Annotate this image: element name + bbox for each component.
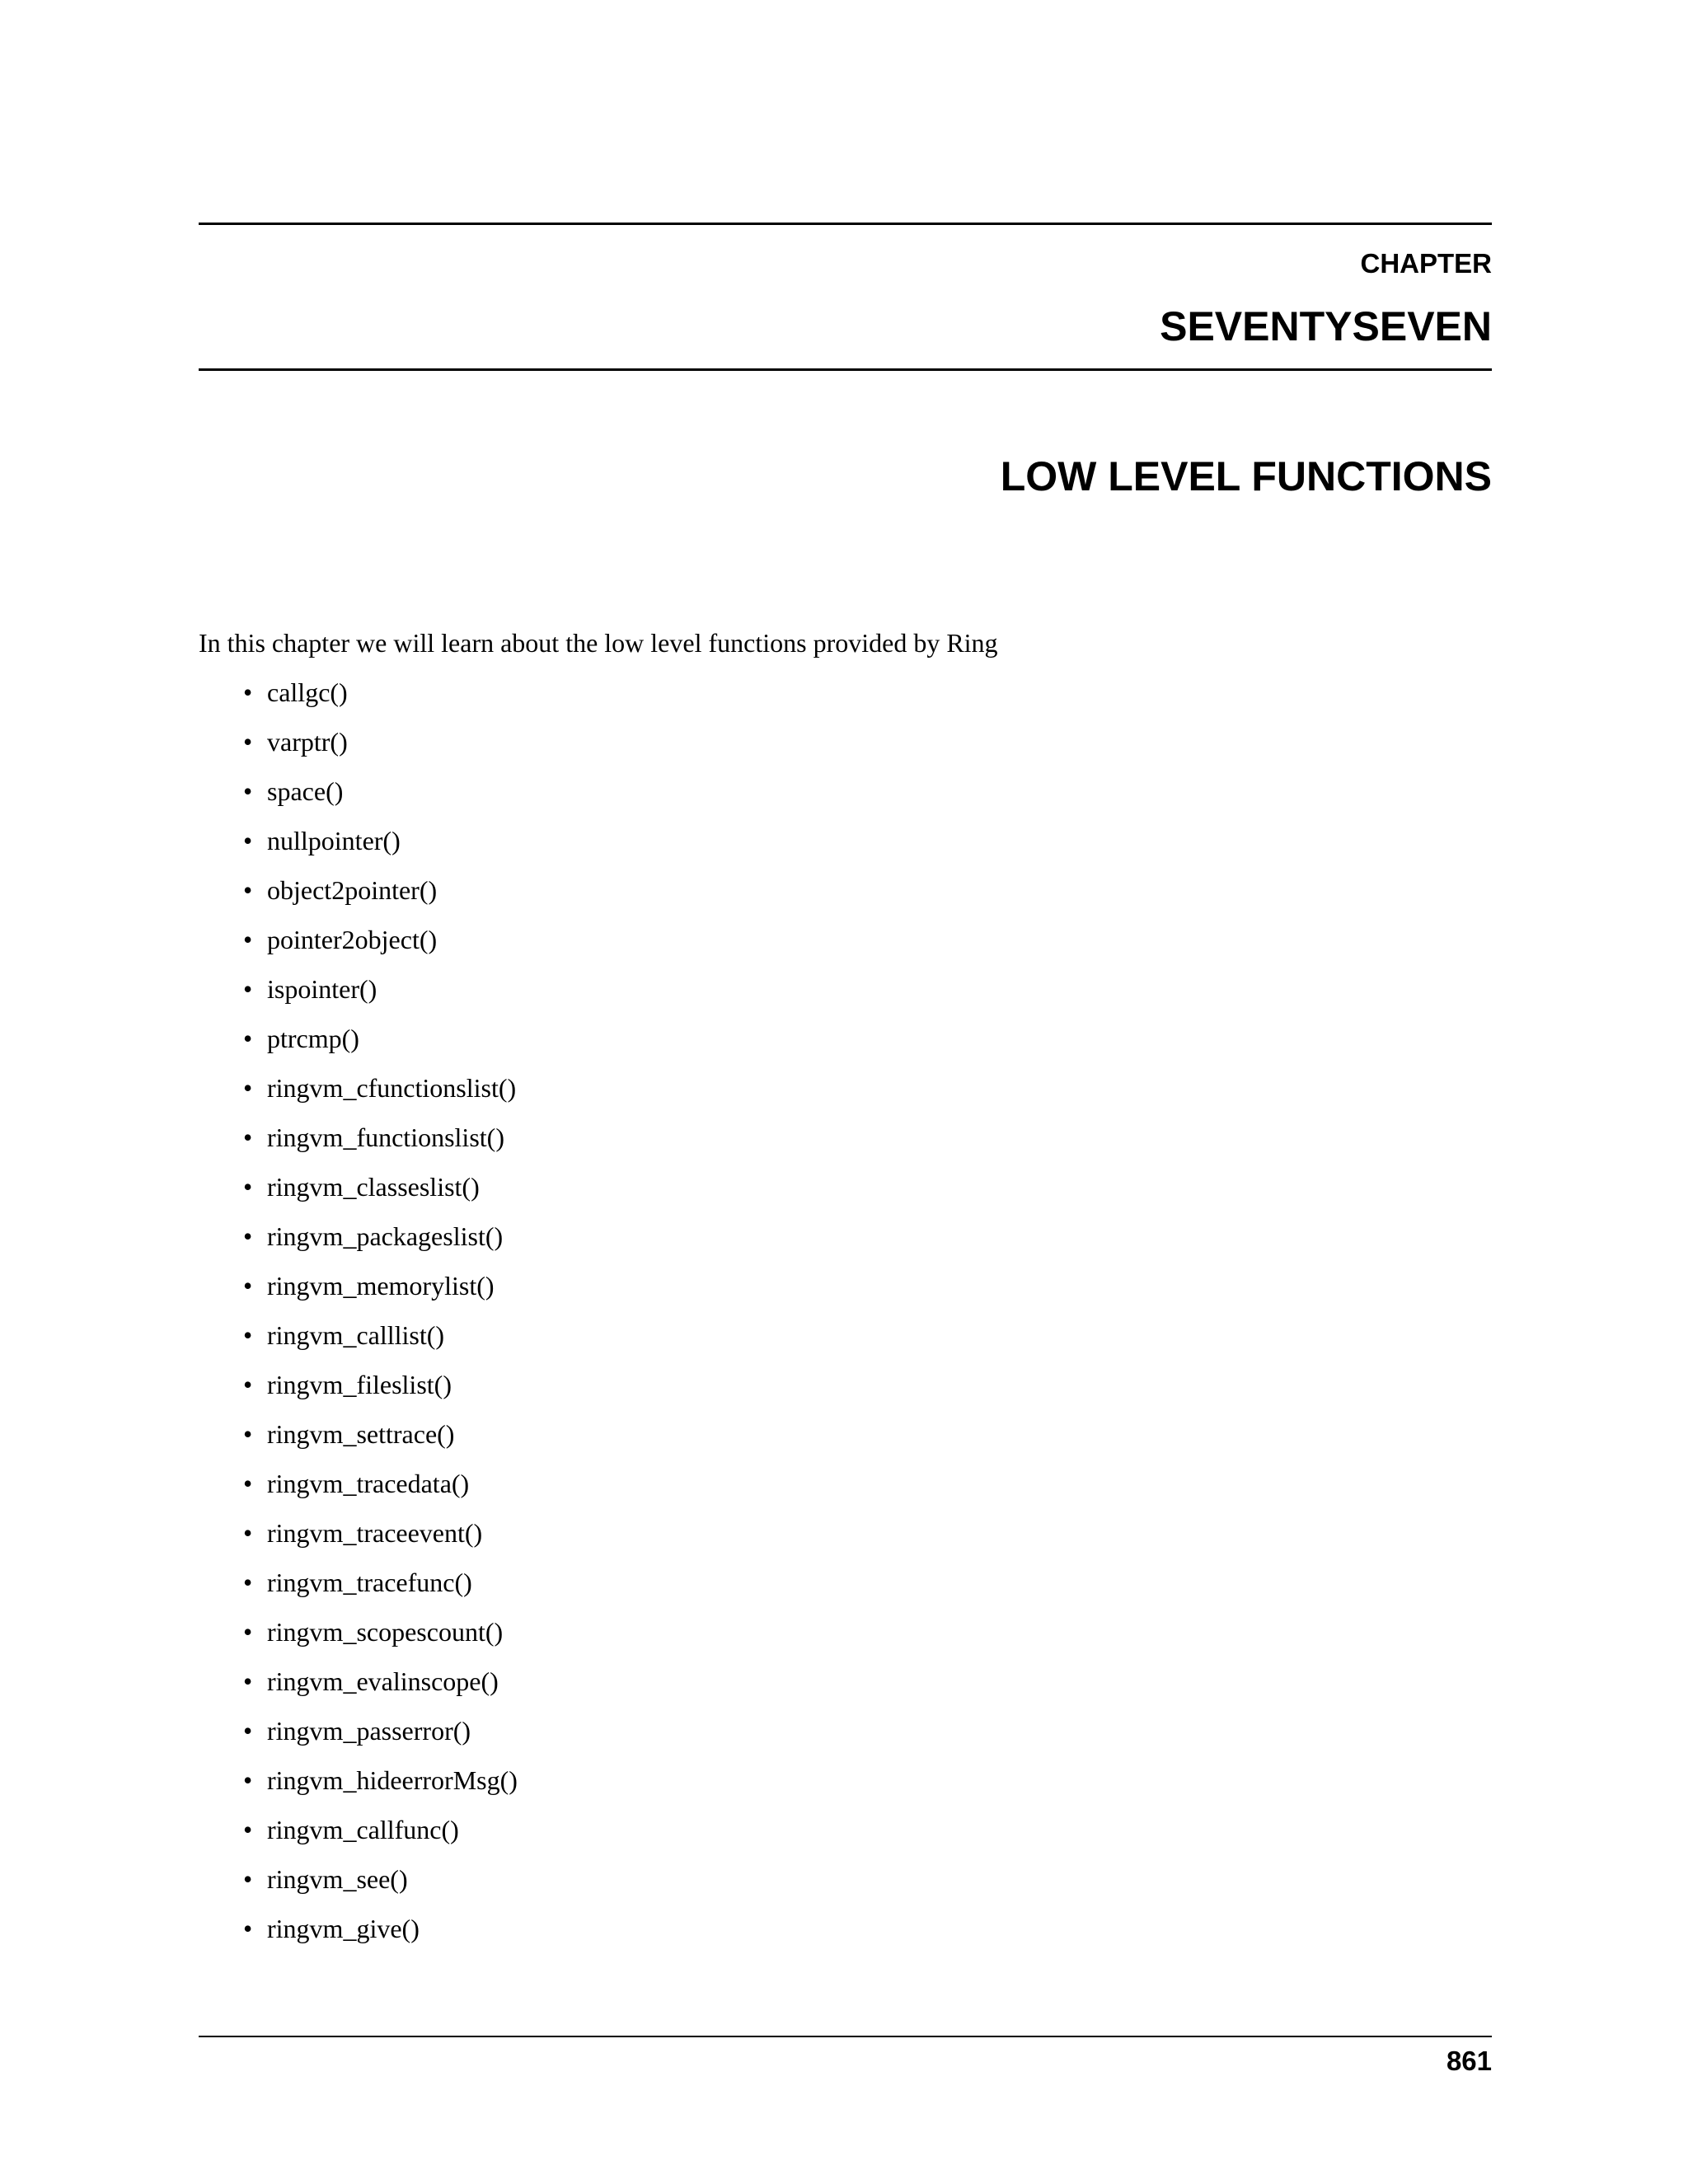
bullet-icon: • xyxy=(243,1864,253,1894)
function-name: ringvm_calllist() xyxy=(267,1320,445,1350)
bullet-icon: • xyxy=(243,1666,253,1696)
footer-rule xyxy=(199,2036,1492,2037)
chapter-top-rule xyxy=(199,223,1492,225)
function-name: space() xyxy=(267,776,344,806)
bullet-icon: • xyxy=(243,1617,253,1647)
bullet-icon: • xyxy=(243,727,253,757)
bullet-icon: • xyxy=(243,1518,253,1548)
chapter-label: CHAPTER xyxy=(1360,248,1492,279)
function-name: ispointer() xyxy=(267,974,377,1004)
function-name: ringvm_passerror() xyxy=(267,1716,471,1746)
function-name: object2pointer() xyxy=(267,875,438,905)
bullet-icon: • xyxy=(243,1914,253,1943)
bullet-icon: • xyxy=(243,1172,253,1202)
function-name: ringvm_scopescount() xyxy=(267,1617,504,1647)
bullet-icon: • xyxy=(243,875,253,905)
bullet-icon: • xyxy=(243,974,253,1004)
bullet-icon: • xyxy=(243,776,253,806)
bullet-icon: • xyxy=(243,1765,253,1795)
function-name: ringvm_tracefunc() xyxy=(267,1568,472,1597)
function-name: ringvm_tracedata() xyxy=(267,1469,470,1498)
function-name: ringvm_give() xyxy=(267,1914,420,1943)
bullet-icon: • xyxy=(243,1122,253,1152)
bullet-icon: • xyxy=(243,1221,253,1251)
function-name: varptr() xyxy=(267,727,348,757)
bullet-icon: • xyxy=(243,1073,253,1103)
function-name: pointer2object() xyxy=(267,925,438,954)
bullet-icon: • xyxy=(243,1815,253,1844)
function-name: ringvm_see() xyxy=(267,1864,408,1894)
bullet-icon: • xyxy=(243,1568,253,1597)
bullet-icon: • xyxy=(243,1469,253,1498)
bullet-icon: • xyxy=(243,1024,253,1053)
function-name: ringvm_cfunctionslist() xyxy=(267,1073,517,1103)
function-name: ringvm_packageslist() xyxy=(267,1221,504,1251)
page-title: LOW LEVEL FUNCTIONS xyxy=(1000,453,1492,499)
chapter-bottom-rule xyxy=(199,368,1492,371)
function-name: callgc() xyxy=(267,677,348,707)
bullet-icon: • xyxy=(243,1419,253,1449)
function-name: ringvm_memorylist() xyxy=(267,1271,495,1301)
function-name: ringvm_hideerrorMsg() xyxy=(267,1765,518,1795)
bullet-icon: • xyxy=(243,1320,253,1350)
function-name: ringvm_fileslist() xyxy=(267,1370,452,1399)
chapter-number: SEVENTYSEVEN xyxy=(1160,303,1492,349)
bullet-icon: • xyxy=(243,1716,253,1746)
bullet-icon: • xyxy=(243,826,253,855)
intro-paragraph: In this chapter we will learn about the low level functions provided by Ring xyxy=(199,628,998,658)
function-name: ringvm_callfunc() xyxy=(267,1815,459,1844)
function-name: ringvm_traceevent() xyxy=(267,1518,483,1548)
function-name: ringvm_functionslist() xyxy=(267,1122,504,1152)
function-name: ptrcmp() xyxy=(267,1024,359,1053)
bullet-icon: • xyxy=(243,677,253,707)
function-name: nullpointer() xyxy=(267,826,401,855)
function-name: ringvm_settrace() xyxy=(267,1419,455,1449)
page-number: 861 xyxy=(1446,2046,1492,2076)
function-name: ringvm_classeslist() xyxy=(267,1172,480,1202)
bullet-icon: • xyxy=(243,1271,253,1301)
function-name: ringvm_evalinscope() xyxy=(267,1666,499,1696)
bullet-icon: • xyxy=(243,925,253,954)
bullet-icon: • xyxy=(243,1370,253,1399)
